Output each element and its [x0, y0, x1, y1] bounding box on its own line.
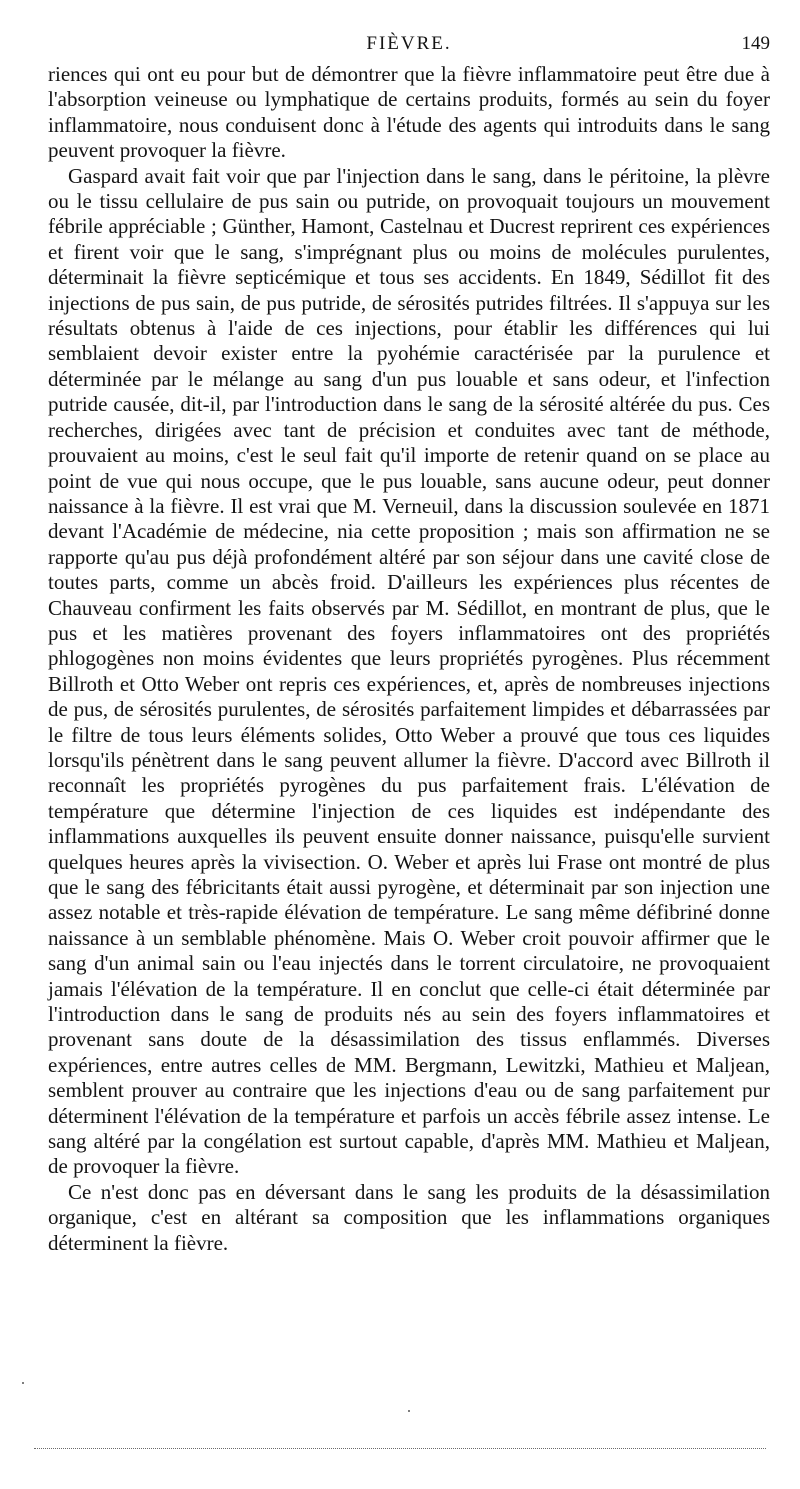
page-number: 149 [741, 33, 770, 54]
running-head [48, 30, 770, 58]
print-speck [22, 1382, 24, 1384]
body-text [48, 62, 770, 1256]
bottom-dotted-rule [34, 1448, 766, 1449]
paragraph-conclusion: Ce n'est donc pas en déversant dans le sang les produits de la désassimilation organique, c'est en altérant sa composition que les inflammations organiques déterminent la fièvre. [48, 1179, 770, 1255]
paragraph-experiments: Gaspard avait fait voir que par l'injection dans le sang, dans le péritoine, la plèvre ou le tissu cellulaire de pus sain ou putride, on provoquait toujours un mouvement fébrile appréciable ; Günther, Hamont, Castelnau et Ducrest reprirent ces expériences et firent voir que le sang, s'imprégnant plus ou moins de molécules purulentes, déterminait la fièvre septicémique et tous ses accidents. En 1849, Sédillot fit des injections de pus sain, de pus putride, de sérosités putrides filtrées. Il s'appuya sur les résultats obtenus à l'aide de ces injections, pour établir les différences qui lui semblaient devoir exister entre la pyohémie caractérisée par la purulence et déterminée par le mélange au sang d'un pus louable et sans odeur, et l'infection putride causée, dit-il, par l'introduction dans le sang de la sérosité altérée du pus. Ces recherches, dirigées avec tant de précision et conduites avec tant de méthode, prouvaient au moins, c'est le seul fait qu'il importe de retenir quand on se place au point de vue qui nous occupe, que le pus louable, sans aucune odeur, peut donner naissance à la fièvre. Il est vrai que M. Verneuil, dans la discussion soulevée en 1871 devant l'Académie de médecine, nia cette proposition ; mais son affirmation ne se rapporte qu'au pus déjà profondément altéré par son séjour dans une cavité close de toutes parts, comme un abcès froid. D'ailleurs les expériences plus récentes de Chauveau confirment les faits observés par M. Sédillot, en montrant de plus, que le pus et les matières provenant des foyers inflammatoires ont des propriétés phlogogènes non moins évidentes que leurs propriétés pyrogènes. Plus récemment Billroth et Otto Weber ont repris ces expériences, et, après de nombreuses injections de pus, de sérosités purulentes, de sérosités parfaitement limpides et débarrassées par le filtre de tous leurs éléments solides, Otto Weber a prouvé que tous ces liquides lorsqu'ils pénètrent dans le sang peuvent allumer la fièvre. D'accord avec Billroth il reconnaît les propriétés pyrogènes du pus parfaitement frais. L'élévation de température que détermine l'injection de ces liquides est indépendante des inflammations auxquelles ils peuvent ensuite donner naissance, puisqu'elle survient quelques heures après la vivisection. O. Weber et après lui Frase ont montré de plus que le sang des fébricitants était aussi pyrogène, et déterminait par son injection une assez notable et très-rapide élévation de température. Le sang même défibriné donne naissance à un semblable phénomène. Mais O. Weber croit pouvoir affirmer que le sang d'un animal sain ou l'eau injectés dans le torrent circulatoire, ne provoquaient jamais l'élévation de la température. Il en conclut que celle-ci était déterminée par l'introduction dans le sang de produits nés au sein des foyers inflammatoires et provenant sans doute de la désassimilation des tissus enflammés. Diverses expériences, entre autres celles de MM. Bergmann, Lewitzki, Mathieu et Maljean, semblent prouver au contraire que les injections d'eau ou de sang parfaitement pur déterminent l'élévation de la température et parfois un accès fébrile assez intense. Le sang altéré par la congélation est surtout capable, d'après MM. Mathieu et Maljean, de provoquer la fièvre. [48, 163, 770, 1179]
print-speck [408, 1410, 410, 1412]
running-title: FIÈVRE. [366, 33, 452, 54]
paragraph-continued: riences qui ont eu pour but de démontrer que la fièvre inflammatoire peut être due à l'absorption veineuse ou lymphatique de certains produits, formés au sein du foyer inflammatoire, nous conduisent donc à l'étude des agents qui introduits dans le sang peuvent provoquer la fièvre. [48, 62, 770, 163]
